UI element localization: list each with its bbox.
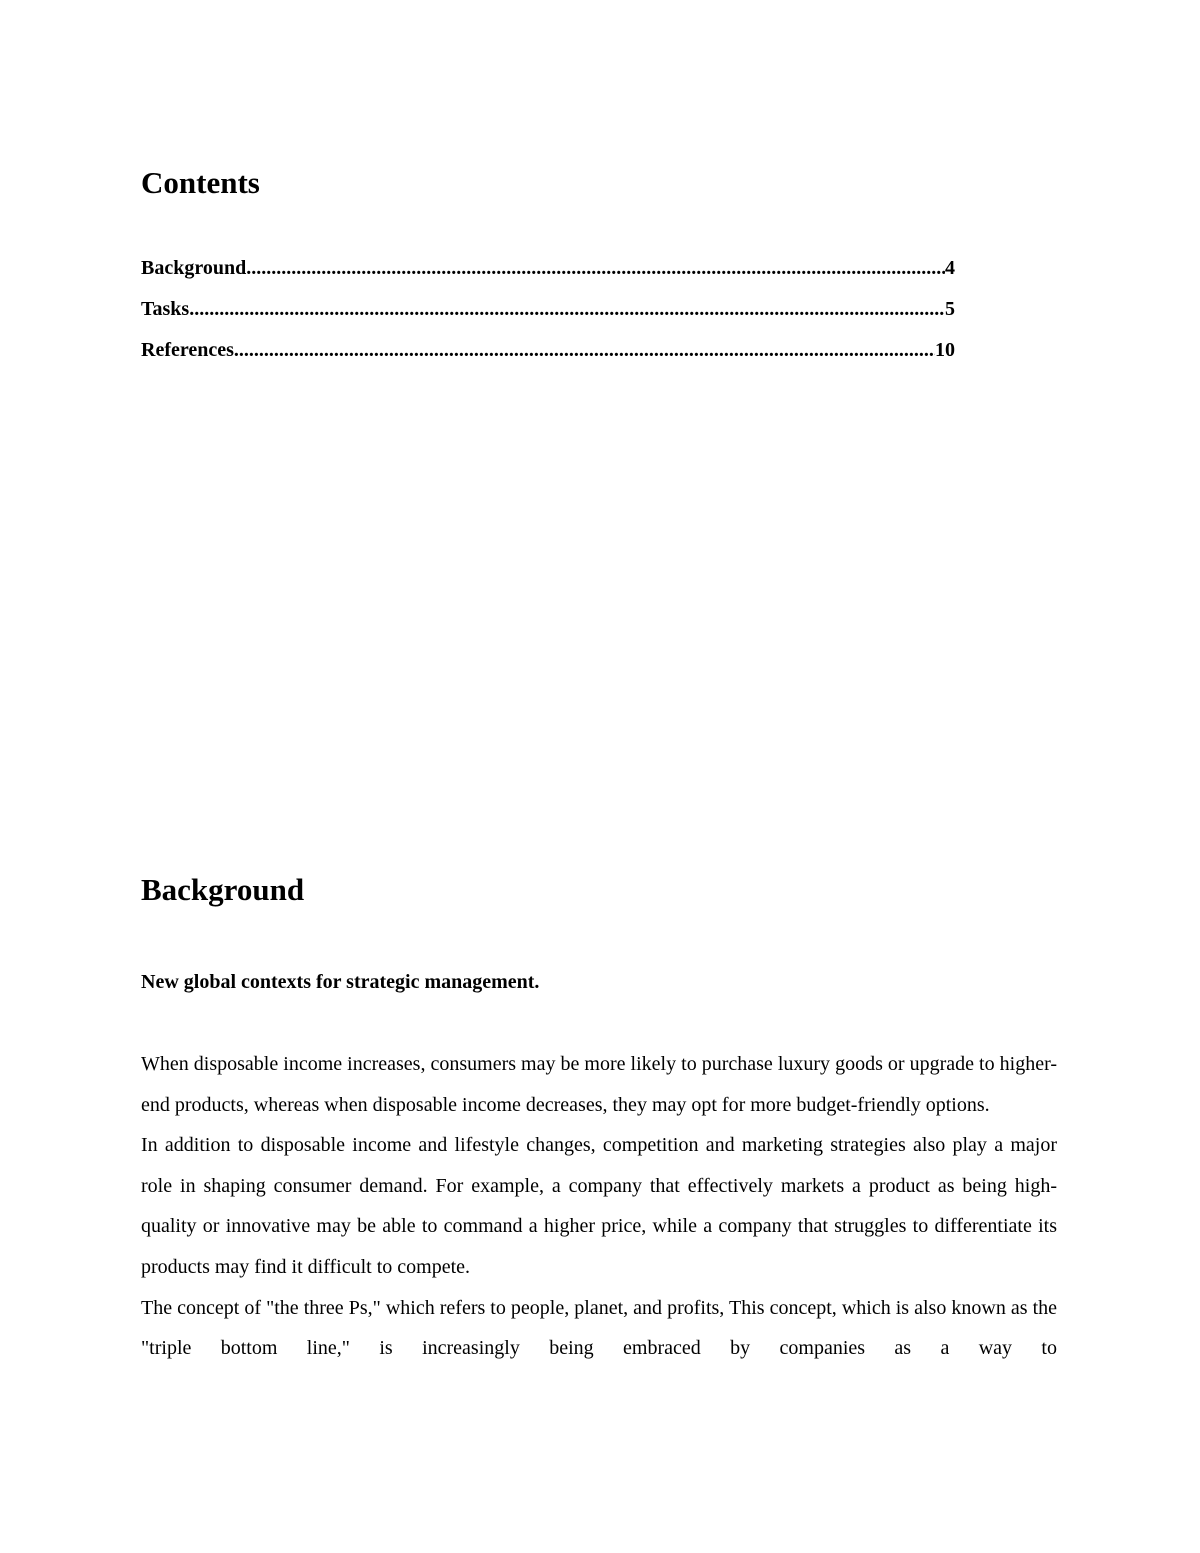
paragraph: When disposable income increases, consumers may be more likely to purchase luxury goods or upgrade to higher-end products, whereas when disposable income decreases, they may opt for more budget-friendly options. [141,1053,1057,1116]
section-heading-background: Background [141,872,305,907]
toc-entry-page: 4 [945,257,955,279]
toc-entry-page: 5 [945,298,955,320]
toc-leader-dots [246,253,945,283]
toc-entry-background[interactable] [141,253,955,294]
toc-title: Contents [141,165,260,200]
toc-leader-dots [189,294,945,324]
toc-entry-label: Background [141,257,247,279]
table-of-contents [141,253,955,376]
toc-leader-dots [234,335,935,365]
toc-entry-label: Tasks [141,298,190,320]
toc-entry-page: 10 [935,339,955,361]
body-text [141,1044,1057,1369]
toc-entry-tasks[interactable] [141,294,955,335]
toc-entry-references[interactable] [141,335,955,376]
paragraph: In addition to disposable income and lifestyle changes, competition and marketing strategies also play a major role in shaping consumer demand. For example, a company that effectively markets a product as being high-quality or innovative may be able to command a higher price, while a company that struggles to differentiate its products may find it difficult to compete. [141,1134,1057,1278]
paragraph: The concept of "the three Ps," which refers to people, planet, and profits, This concept, which is also known as the "triple bottom line," is increasingly being embraced by companies as a way to [141,1296,1057,1360]
toc-entry-label: References [141,339,234,361]
section-subheading: New global contexts for strategic management. [141,971,540,993]
